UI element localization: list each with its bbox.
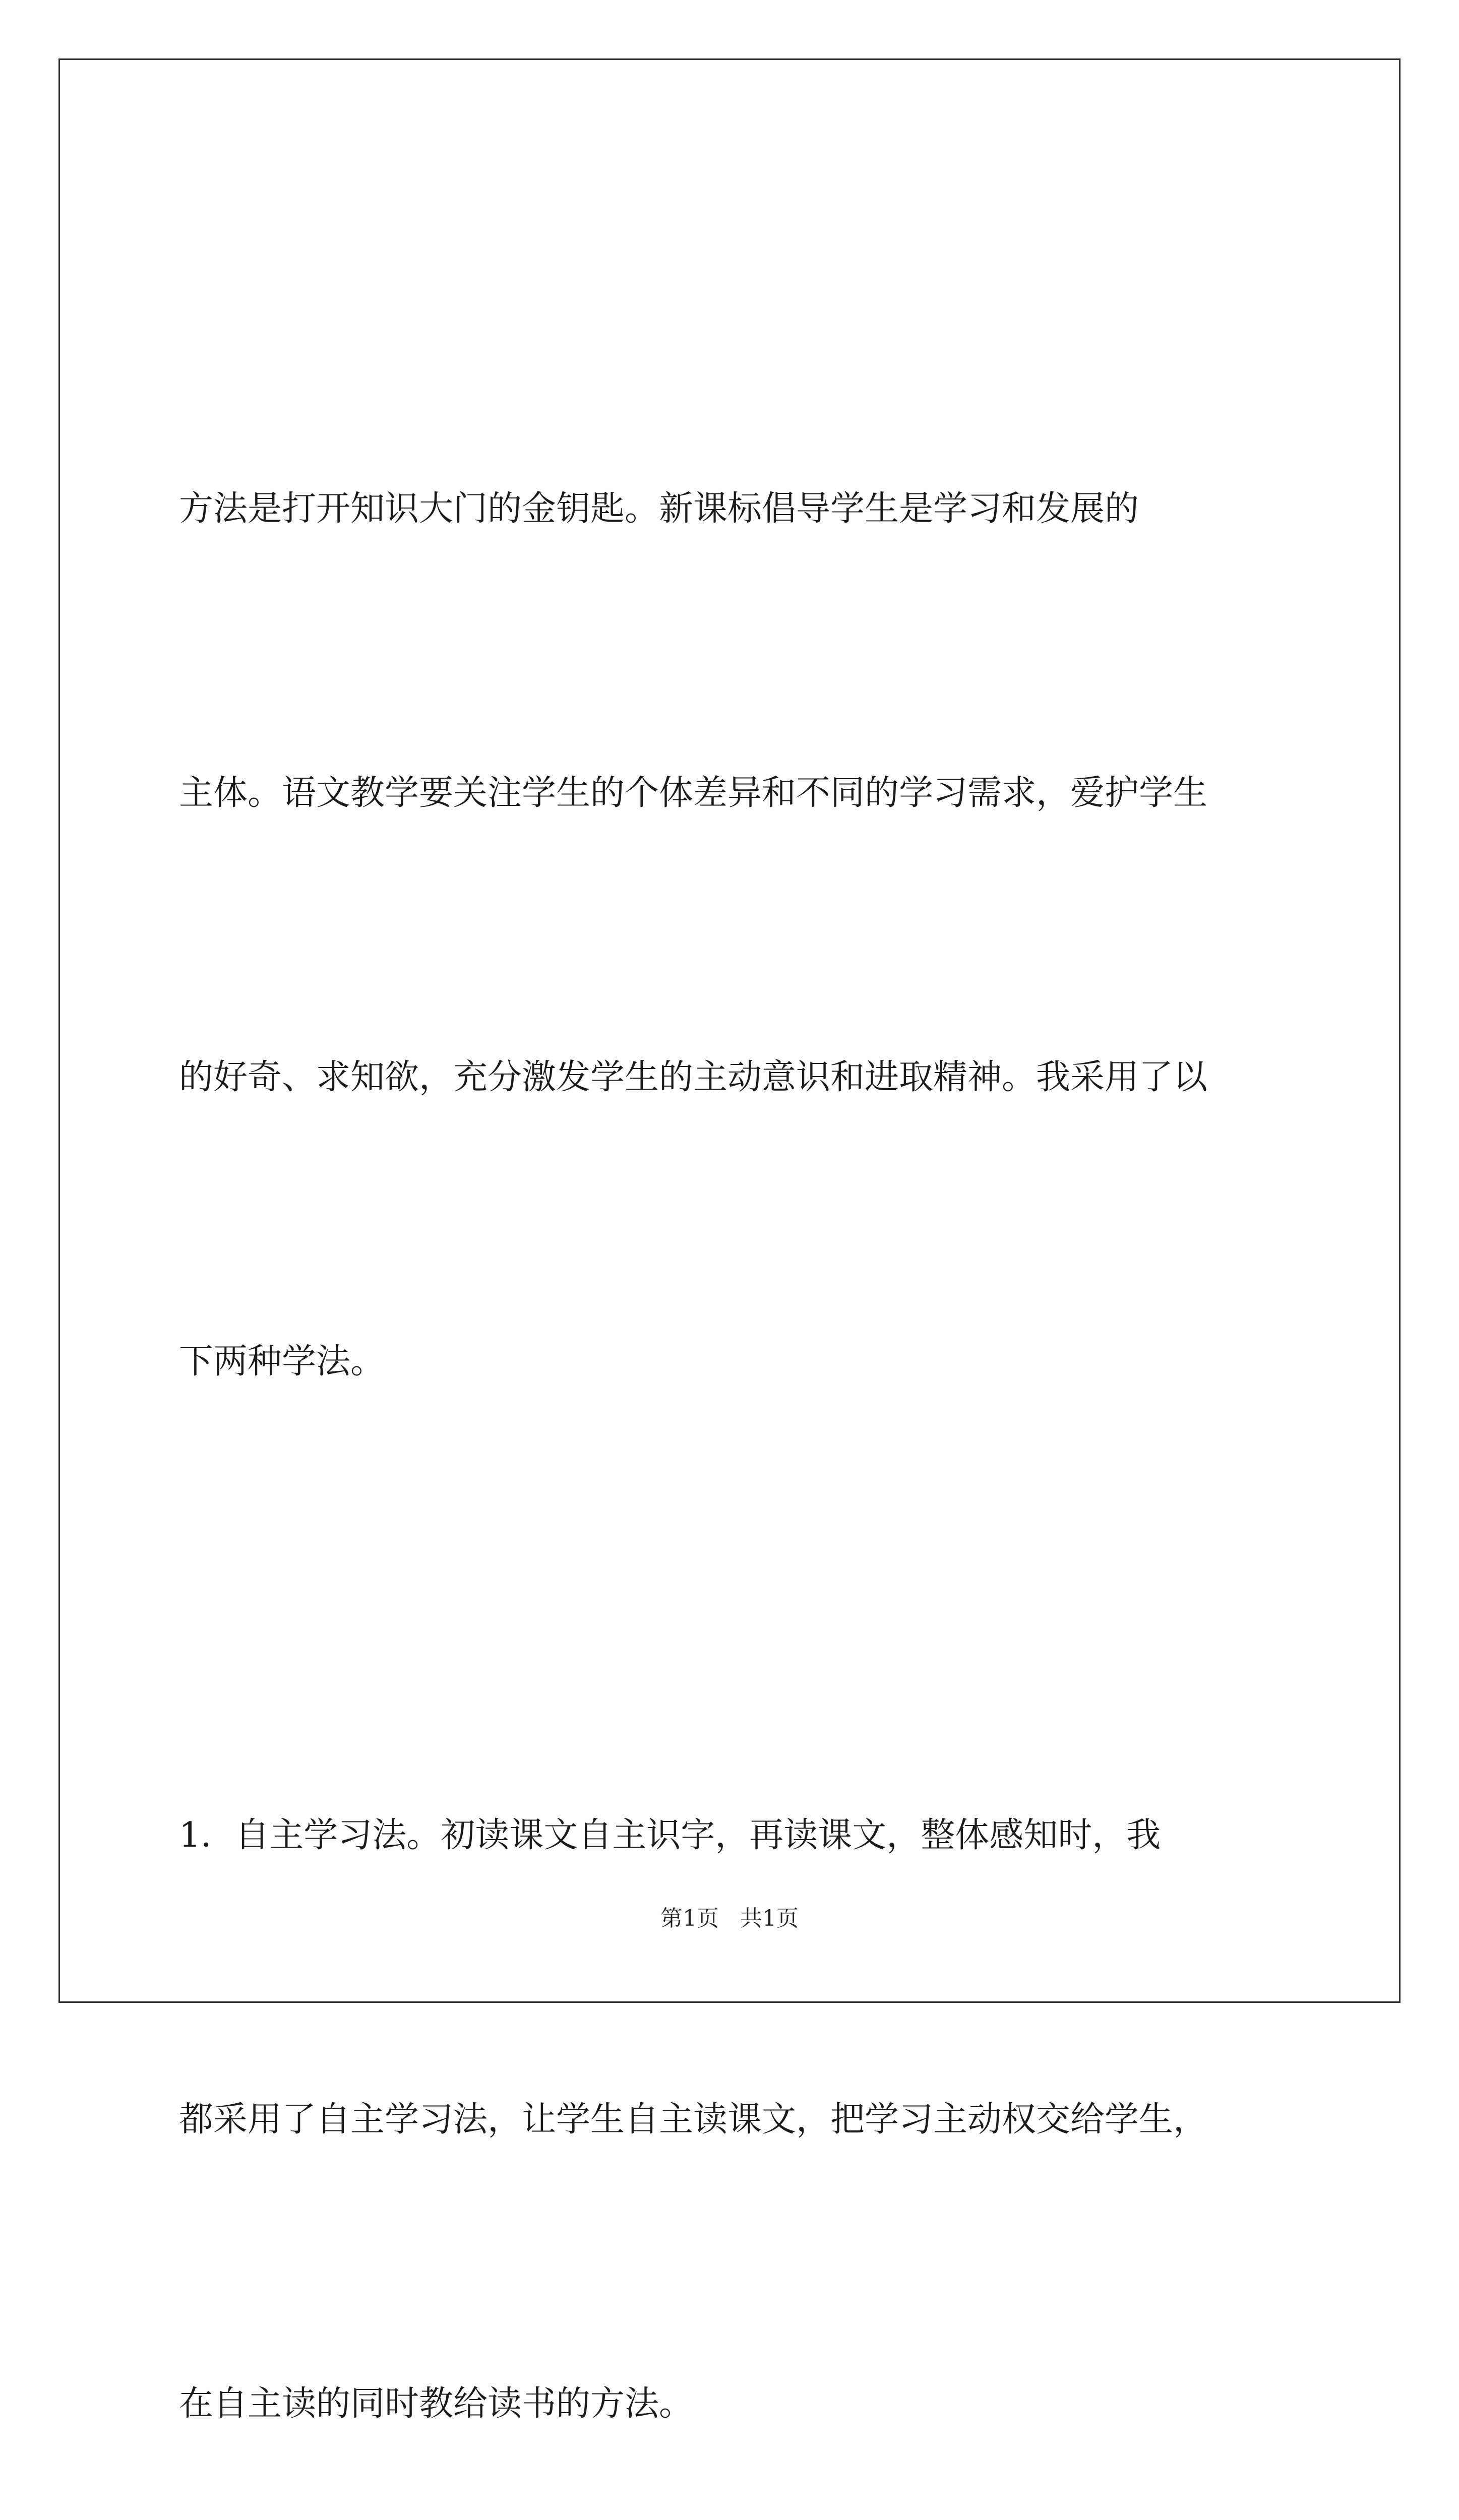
text-line: 主体。语文教学要关注学生的个体差异和不同的学习需求，爱护学生	[179, 773, 1208, 813]
text-line: 的好奇、求知欲，充分激发学生的主动意识和进取精神。我采用了以	[179, 1057, 1208, 1097]
document-body	[179, 272, 1288, 2520]
page-footer: 第1页 共1页	[660, 1906, 799, 1931]
text-line: 下两种学法。	[179, 1342, 385, 1381]
paragraph-2	[179, 1599, 1288, 2520]
text-line: 都采用了自主学习法，让学生自主读课文，把学习主动权交给学生，	[179, 2100, 1208, 2139]
text-line: 方法是打开知识大门的金钥匙。新课标倡导学生是学习和发展的	[179, 489, 1139, 529]
text-line: 1．自主学习法。初读课文自主识字，再读课文，整体感知时，我	[179, 1815, 1161, 1855]
paragraph-1	[179, 272, 1288, 1599]
text-line: 在自主读的同时教给读书的方法。	[179, 2384, 694, 2424]
